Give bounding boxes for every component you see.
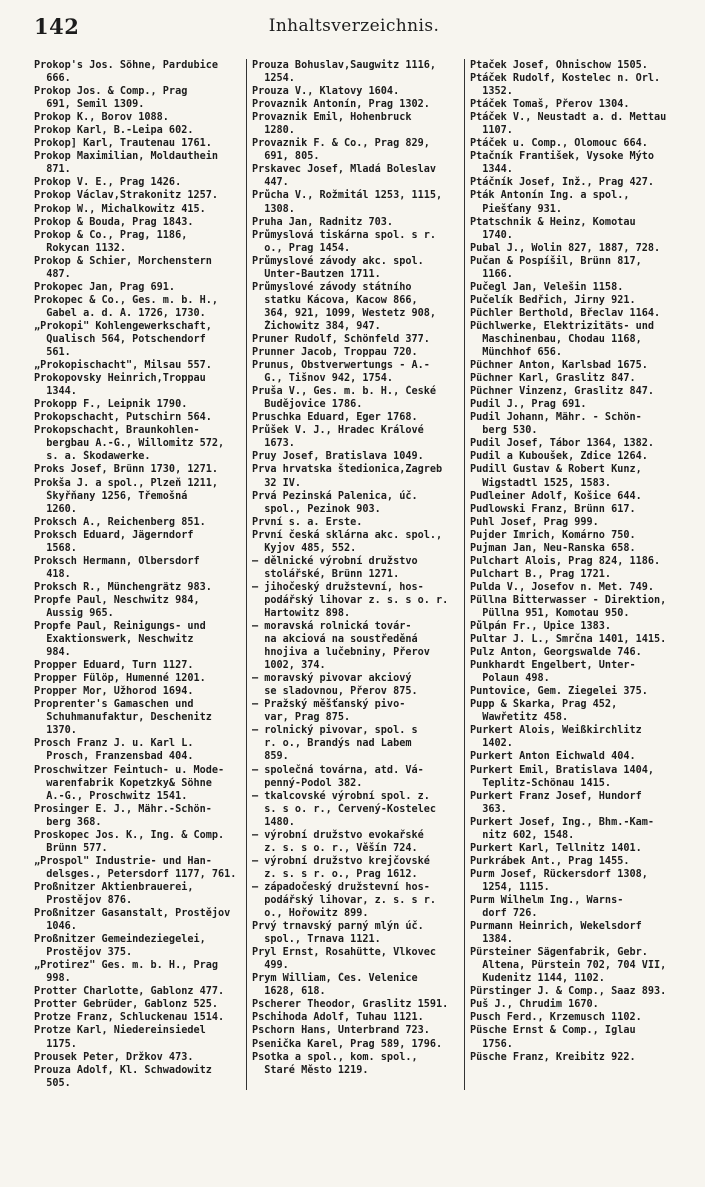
index-entry-line: Pruschka Eduard, Eger 1768. xyxy=(252,412,418,424)
index-entry-line: — západočeský družstevní hos- xyxy=(252,881,430,893)
index-entry-line: Kyjov 485, 552. xyxy=(252,542,357,554)
index-entry-line: Prokopp F., Leipnik 1790. xyxy=(34,399,188,411)
index-entry-line: „Protirez" Ges. m. b. H., Prag xyxy=(34,960,219,972)
index-entry-line: statku Kácova, Kacow 866, xyxy=(252,294,418,306)
index-entry-line: Prokop Jos. & Comp., Prag xyxy=(34,86,188,98)
index-entry-line: Prokša J. a spol., Plzeň 1211, xyxy=(34,477,219,489)
index-entry-line: Gabel a. d. A. 1726, 1730. xyxy=(34,307,206,319)
index-entry-line: 1254, 1115. xyxy=(470,881,550,893)
index-entry-line: Purkert Franz Josef, Hundorf xyxy=(470,790,642,802)
index-entry-line: 499. xyxy=(252,960,289,972)
index-entry-line: 1166. xyxy=(470,268,513,280)
index-entry-line: Pulchart B., Prag 1721. xyxy=(470,568,612,580)
page-number: 142 xyxy=(34,14,80,39)
index-entry-line: 1107. xyxy=(470,125,513,137)
index-entry-line: Pulchart Alois, Prag 824, 1186. xyxy=(470,555,661,567)
index-entry-line: Prokop K., Borov 1088. xyxy=(34,112,169,124)
index-entry-line: Průmyslová tiskárna spol. s r. xyxy=(252,229,437,241)
index-entry-line: 487. xyxy=(34,268,71,280)
index-entry-line: 984. xyxy=(34,647,71,659)
index-entry-line: První s. a. Erste. xyxy=(252,516,363,528)
index-entry-line: „Prokopischacht", Milsau 557. xyxy=(34,360,212,372)
index-entry-line: Ptáček Tomaš, Přerov 1304. xyxy=(470,99,630,111)
index-entry-line: Pudil a Kuboušek, Zdice 1264. xyxy=(470,451,648,463)
index-entry-line: Prokop] Karl, Trautenau 1761. xyxy=(34,138,212,150)
index-entry-line: Pürstinger J. & Comp., Saaz 893. xyxy=(470,986,667,998)
index-entry-line: Prostějov 876. xyxy=(34,895,133,906)
index-columns xyxy=(34,59,686,1090)
index-entry-line: Maschinenbau, Chodau 1168, xyxy=(470,333,642,345)
index-entry-line: Püllna 951, Komotau 950. xyxy=(470,607,630,619)
index-entry-line: Teplitz-Schönau 1415. xyxy=(470,777,612,789)
index-entry-line: Prokop Václav,Strakonitz 1257. xyxy=(34,190,219,202)
index-entry-line: Prosch Franz J. u. Karl L. xyxy=(34,738,194,750)
index-entry-line: 363. xyxy=(470,803,507,815)
index-entry-line: 1175. xyxy=(34,1038,77,1050)
index-entry-line: Proßnitzer Gemeindeziegelei, xyxy=(34,934,206,946)
index-entry-line: Prosinger E. J., Mähr.-Schön- xyxy=(34,803,212,815)
index-entry-line: Punkhardt Engelbert, Unter- xyxy=(470,660,636,672)
index-entry-line: Pürsteiner Sägenfabrik, Gebr. xyxy=(470,947,648,959)
index-entry-line: — společná továrna, atd. Vá- xyxy=(252,764,424,776)
index-entry-line: Proschwitzer Feintuch- u. Mode- xyxy=(34,764,225,776)
index-entry-line: Exaktionswerk, Neschwitz xyxy=(34,634,194,646)
index-entry-line: stolářské, Brünn 1271. xyxy=(252,568,400,580)
index-entry-line: Prouza V., Klatovy 1604. xyxy=(252,86,400,98)
index-entry-line: Protter Charlotte, Gablonz 477. xyxy=(34,986,225,998)
index-entry-line: 691, Semil 1309. xyxy=(34,99,145,111)
index-entry-line: Prosch, Franzensbad 404. xyxy=(34,751,194,763)
index-entry-line: 1756. xyxy=(470,1038,513,1050)
index-entry-line: Prousek Peter, Držkov 473. xyxy=(34,1051,194,1063)
index-entry-line: podářský lihovar, z. s. s r. xyxy=(252,895,437,906)
index-entry-line: Prskavec Josef, Mladá Boleslav xyxy=(252,164,437,176)
index-entry-line: Staré Město 1219. xyxy=(252,1064,369,1076)
index-entry-line: Püchner Vinzenz, Graslitz 847. xyxy=(470,386,655,398)
index-entry-line: 691, 805. xyxy=(252,151,320,163)
index-entry-line: Pschorn Hans, Unterbrand 723. xyxy=(252,1025,430,1037)
index-entry-line: Rokycan 1132. xyxy=(34,242,127,254)
index-entry-line: Pryl Ernst, Rosahütte, Vlkovec xyxy=(252,947,437,959)
index-entry-line: Propfe Paul, Reinigungs- und xyxy=(34,621,206,633)
index-entry-line: Prokopschacht, Braunkohlen- xyxy=(34,425,200,437)
index-entry-line: warenfabrik Kopetzky& Söhne xyxy=(34,777,212,789)
index-entry-line: Prostějov 375. xyxy=(34,947,133,959)
index-entry-line: Prokopovsky Heinrich,Troppau xyxy=(34,373,206,385)
index-entry-line: s. a. Škodawerke. xyxy=(34,451,151,463)
index-entry-line: o., Prag 1454. xyxy=(252,242,351,254)
index-entry-line: 998. xyxy=(34,973,71,985)
index-entry-line: Provaznik Antonín, Prag 1302. xyxy=(252,99,430,111)
index-entry-line: 1280. xyxy=(252,125,295,137)
index-entry-line: „Prokopi" Kohlengewerkschaft, xyxy=(34,320,212,332)
index-entry-line: Proskopec Jos. K., Ing. & Comp. xyxy=(34,829,225,841)
index-entry-line: 505. xyxy=(34,1077,71,1089)
index-entry-line: Ptáček u. Comp., Olomouc 664. xyxy=(470,138,648,150)
index-entry-line: 1370. xyxy=(34,725,77,737)
index-entry-line: Pučan & Pospíšil, Brünn 817, xyxy=(470,255,642,267)
index-entry-line: Prokop & Co., Prag, 1186, xyxy=(34,229,188,241)
index-entry-line: Pruy Josef, Bratislava 1049. xyxy=(252,451,424,463)
index-entry-line: Prokop Maximilian, Moldauthein xyxy=(34,151,219,163)
index-entry-line: Průšek V. J., Hradec Králové xyxy=(252,425,424,437)
index-entry-line: Pruša V., Ges. m. b. H., České xyxy=(252,386,437,398)
index-entry-line: Proksch A., Reichenberg 851. xyxy=(34,516,206,528)
index-entry-line: Pták Antonín Ing. a spol., xyxy=(470,190,630,202)
index-entry-line: Püchner Anton, Karlsbad 1675. xyxy=(470,360,648,372)
index-entry-line: Ptáčník Josef, Inž., Prag 427. xyxy=(470,177,655,189)
index-entry-line: Ptaček Josef, Ohnischow 1505. xyxy=(470,60,648,71)
index-entry-line: Pschihoda Adolf, Tuhau 1121. xyxy=(252,1012,424,1024)
index-entry-line: Pultar J. L., Smrčna 1401, 1415. xyxy=(470,634,667,646)
index-entry-line: Prunus, Obstverwertungs - A.- xyxy=(252,360,430,372)
index-entry-line: Purm Wilhelm Ing., Warns- xyxy=(470,895,624,906)
index-entry-line: A.-G., Proschwitz 1541. xyxy=(34,790,188,802)
index-entry-line: podářský lihovar z. s. s o. r. xyxy=(252,594,449,606)
index-entry-line: 1002, 374. xyxy=(252,660,326,672)
index-entry-line: Pulda V., Josefov n. Met. 749. xyxy=(470,581,655,593)
index-entry-line: — rolnický pivovar, spol. s xyxy=(252,725,418,737)
index-entry-line: Prunner Jacob, Troppau 720. xyxy=(252,347,418,359)
index-entry-line: Prouza Bohuslav,Saugwitz 1116, xyxy=(252,60,437,71)
index-entry-line: G., Tišnov 942, 1754. xyxy=(252,373,394,385)
index-entry-line: berg 368. xyxy=(34,816,102,828)
index-entry-line: Purkert Karl, Tellnitz 1401. xyxy=(470,842,642,854)
index-entry-line: Brünn 577. xyxy=(34,842,108,854)
index-entry-line: o., Hořowitz 899. xyxy=(252,908,369,920)
index-entry-line: Pučelík Bedřich, Jirny 921. xyxy=(470,294,636,306)
index-entry-line: Püchlwerke, Elektrizitäts- und xyxy=(470,320,655,332)
index-entry-line: 1344. xyxy=(34,386,77,398)
index-entry-line: Piešťany 931. xyxy=(470,203,563,215)
index-entry-line: Žichowitz 384, 947. xyxy=(252,320,381,332)
index-entry-line: Purkert Anton Eichwald 404. xyxy=(470,751,636,763)
index-entry-line: Pulz Anton, Georgswalde 746. xyxy=(470,647,642,659)
index-entry-line: Protze Karl, Niedereinsiedel xyxy=(34,1025,206,1037)
index-entry-line: se sladovnou, Přerov 875. xyxy=(252,686,418,698)
index-entry-line: Purkrábek Ant., Prag 1455. xyxy=(470,855,630,867)
index-entry-line: Wawřetitz 458. xyxy=(470,712,569,724)
index-entry-line: — tkalcovské výrobní spol. z. xyxy=(252,790,430,802)
index-entry-line: Pujder Imrich, Komárno 750. xyxy=(470,529,636,541)
index-entry-line: — Pražský měšťanský pivo- xyxy=(252,699,406,711)
index-entry-line: Puš J., Chrudim 1670. xyxy=(470,999,599,1011)
index-entry-line: Psenička Karel, Prag 589, 1796. xyxy=(252,1038,443,1050)
index-entry-line: Pscherer Theodor, Graslitz 1591. xyxy=(252,999,449,1011)
index-entry-line: hnojiva a lučebniny, Přerov xyxy=(252,647,430,659)
index-entry-line: Puntovice, Gem. Ziegelei 375. xyxy=(470,686,648,698)
index-entry-line: Průcha V., Rožmitál 1253, 1115, xyxy=(252,190,443,202)
index-entry-line: Proksch Eduard, Jägerndorf xyxy=(34,529,194,541)
index-entry-line: Pupp & Škarka, Prag 452, xyxy=(470,699,618,711)
index-entry-line: Ptáček Rudolf, Kostelec n. Orl. xyxy=(470,73,661,85)
index-entry-line: var, Prag 875. xyxy=(252,712,351,724)
index-entry-line: Püsche Ernst & Comp., Iglau xyxy=(470,1025,636,1037)
page-header xyxy=(34,14,674,44)
index-entry-line: Ptatschnik & Heinz, Komotau xyxy=(470,216,636,228)
index-entry-line: Prokop & Schier, Morchenstern xyxy=(34,255,212,267)
index-entry-line: — výrobní družstvo evokařské xyxy=(252,829,424,841)
index-entry-line: Pusch Ferd., Krzemusch 1102. xyxy=(470,1012,642,1024)
index-entry-line: Prvý trnavský parný mlýn úč. xyxy=(252,921,424,933)
index-entry-line: delsges., Petersdorf 1177, 761. xyxy=(34,868,237,880)
index-entry-line: 1344. xyxy=(470,164,513,176)
index-entry-line: Qualisch 564, Potschendorf xyxy=(34,333,206,345)
index-entry-line: Propper Fülöp, Humenné 1201. xyxy=(34,673,206,685)
index-entry-line: 1402. xyxy=(470,738,513,750)
index-entry-line: Protze Franz, Schluckenau 1514. xyxy=(34,1012,225,1024)
index-entry-line: Püsche Franz, Kreibitz 922. xyxy=(470,1051,636,1063)
index-entry-line: Purmann Heinrich, Wekelsdorf xyxy=(470,921,642,933)
index-entry-line: z. s. s o. r., Věšín 724. xyxy=(252,842,418,854)
index-entry-line: Prva hrvatska štedionica,Zagreb xyxy=(252,464,443,476)
index-column-1 xyxy=(34,59,246,1090)
index-entry-line: Psotka a spol., kom. spol., xyxy=(252,1051,418,1063)
index-entry-line: na akciová na soustředěná xyxy=(252,634,418,646)
index-entry-line: Pujman Jan, Neu-Ranska 658. xyxy=(470,542,636,554)
index-entry-line: Pubal J., Wolin 827, 1887, 728. xyxy=(470,242,661,254)
index-entry-line: 1480. xyxy=(252,816,295,828)
index-entry-line: 1384. xyxy=(470,934,513,946)
index-entry-line: 364, 921, 1099, Westetz 908, xyxy=(252,307,437,319)
index-entry-line: Pudleiner Adolf, Košice 644. xyxy=(470,490,642,502)
index-entry-line: 1740. xyxy=(470,229,513,241)
index-entry-line: Prokopec & Co., Ges. m. b. H., xyxy=(34,294,219,306)
index-entry-line: Proks Josef, Brünn 1730, 1271. xyxy=(34,464,219,476)
index-entry-line: Průmyslové závody akc. spol. xyxy=(252,255,424,267)
index-entry-line: Prokop V. E., Prag 1426. xyxy=(34,177,182,189)
index-entry-line: Pruner Rudolf, Schönfeld 377. xyxy=(252,333,430,345)
index-entry-line: Ptáček V., Neustadt a. d. Mettau xyxy=(470,112,667,124)
index-entry-line: Proksch R., Münchengrätz 983. xyxy=(34,581,212,593)
index-entry-line: spol., Pezinok 903. xyxy=(252,503,381,515)
index-entry-line: Prouza Adolf, Kl. Schwadowitz xyxy=(34,1064,212,1076)
index-entry-line: Protter Gebrüder, Gablonz 525. xyxy=(34,999,219,1011)
index-entry-line: Purkert Emil, Bratislava 1404, xyxy=(470,764,655,776)
index-column-2 xyxy=(246,59,464,1090)
index-entry-line: Schuhmanufaktur, Deschenitz xyxy=(34,712,212,724)
index-entry-line: bergbau A.-G., Willomitz 572, xyxy=(34,438,225,450)
index-entry-line: spol., Trnava 1121. xyxy=(252,934,381,946)
index-entry-line: Pudil J., Prag 691. xyxy=(470,399,587,411)
index-entry-line: — moravská rolnická továr- xyxy=(252,621,412,633)
index-entry-line: r. o., Brandýs nad Labem xyxy=(252,738,412,750)
index-entry-line: Purkert Josef, Ing., Bhm.-Kam- xyxy=(470,816,655,828)
index-entry-line: Prokopschacht, Putschirn 564. xyxy=(34,412,212,424)
index-entry-line: — moravský pivovar akciový xyxy=(252,673,412,685)
index-entry-line: 871. xyxy=(34,164,71,176)
index-entry-line: Prokop Karl, B.-Leipa 602. xyxy=(34,125,194,137)
index-entry-line: berg 530. xyxy=(470,425,538,437)
index-entry-line: Pudlowski Franz, Brünn 617. xyxy=(470,503,636,515)
index-entry-line: Püchler Berthold, Břeclav 1164. xyxy=(470,307,661,319)
index-entry-line: Ptačník František, Vysoke Mýto xyxy=(470,151,655,163)
index-entry-line: — výrobní družstvo krejčovské xyxy=(252,855,430,867)
index-entry-line: Provaznik Emil, Hohenbruck xyxy=(252,112,412,124)
index-entry-line: Kudenitz 1144, 1102. xyxy=(470,973,605,985)
index-entry-line: Proßnitzer Aktienbrauerei, xyxy=(34,881,194,893)
index-column-3 xyxy=(464,59,686,1090)
index-entry-line: dorf 726. xyxy=(470,908,538,920)
index-entry-line: Škyřňany 1256, Třemošná xyxy=(34,490,188,502)
index-entry-line: Průmyslové závody státního xyxy=(252,281,412,293)
index-entry-line: Prvá Pezinská Palenica, úč. xyxy=(252,490,418,502)
index-entry-line: 1628, 618. xyxy=(252,986,326,998)
index-entry-line: Proßnitzer Gasanstalt, Prostějov xyxy=(34,908,231,920)
index-entry-line: s. s o. r., Červený-Kostelec xyxy=(252,803,437,815)
index-entry-line: Puhl Josef, Prag 999. xyxy=(470,516,599,528)
index-entry-line: 418. xyxy=(34,568,71,580)
index-entry-line: 32 IV. xyxy=(252,477,302,489)
index-entry-line: První česká sklárna akc. spol., xyxy=(252,529,443,541)
index-entry-line: Hartowitz 898. xyxy=(252,607,351,619)
index-entry-line: 1308. xyxy=(252,203,295,215)
index-entry-line: Püchner Karl, Graslitz 847. xyxy=(470,373,636,385)
index-entry-line: Altena, Pürstein 702, 704 VII, xyxy=(470,960,667,972)
index-entry-line: Prokop & Bouda, Prag 1843. xyxy=(34,216,194,228)
index-entry-line: Propfe Paul, Neschwitz 984, xyxy=(34,594,200,606)
index-entry-line: Propper Mor, Užhorod 1694. xyxy=(34,686,194,698)
index-entry-line: Münchhof 656. xyxy=(470,347,563,359)
index-entry-line: 1046. xyxy=(34,921,77,933)
index-entry-line: Propper Eduard, Turn 1127. xyxy=(34,660,194,672)
index-entry-line: penný-Podol 382. xyxy=(252,777,363,789)
index-entry-line: Prokop W., Michalkowitz 415. xyxy=(34,203,206,215)
index-entry-line: „Prospol" Industrie- und Han- xyxy=(34,855,212,867)
index-entry-line: nitz 602, 1548. xyxy=(470,829,575,841)
index-entry-line: 1568. xyxy=(34,542,77,554)
index-entry-line: Polaun 498. xyxy=(470,673,550,685)
index-entry-line: 1352. xyxy=(470,86,513,98)
index-entry-line: Půlpán Fr., Úpice 1383. xyxy=(470,621,612,633)
index-entry-line: 561. xyxy=(34,347,71,359)
index-entry-line: Purkert Alois, Weißkirchlitz xyxy=(470,725,642,737)
index-entry-line: 1254. xyxy=(252,73,295,85)
index-entry-line: 666. xyxy=(34,73,71,85)
index-entry-line: 1673. xyxy=(252,438,295,450)
index-entry-line: 859. xyxy=(252,751,289,763)
index-entry-line: Prym William, Čes. Velenice xyxy=(252,973,418,985)
index-entry-line: Pudill Gustav & Robert Kunz, xyxy=(470,464,642,476)
index-entry-line: — dělnické výrobní družstvo xyxy=(252,555,418,567)
running-title: Inhaltsverzeichnis. xyxy=(268,16,440,36)
index-entry-line: 1260. xyxy=(34,503,77,515)
index-entry-line: Pruha Jan, Radnitz 703. xyxy=(252,216,394,228)
index-entry-line: Proprenter's Gamaschen und xyxy=(34,699,194,711)
index-entry-line: Proksch Hermann, Olbersdorf xyxy=(34,555,200,567)
index-entry-line: — jihočeský družstevní, hos- xyxy=(252,581,424,593)
index-entry-line: Wigstadtl 1525, 1583. xyxy=(470,477,612,489)
index-entry-line: Budějovice 1786. xyxy=(252,399,363,411)
index-entry-line: Pudil Josef, Tábor 1364, 1382. xyxy=(470,438,655,450)
index-entry-line: Aussig 965. xyxy=(34,607,114,619)
index-entry-line: Prokopec Jan, Prag 691. xyxy=(34,281,176,293)
index-entry-line: 447. xyxy=(252,177,289,189)
index-entry-line: Pučegl Jan, Velešin 1158. xyxy=(470,281,624,293)
index-entry-line: Provaznik F. & Co., Prag 829, xyxy=(252,138,430,150)
index-entry-line: Püllna Bitterwasser - Direktion, xyxy=(470,594,667,606)
index-entry-line: Pudil Johann, Mähr. - Schön- xyxy=(470,412,642,424)
index-entry-line: z. s. s r. o., Prag 1612. xyxy=(252,868,418,880)
index-entry-line: Purm Josef, Rückersdorf 1308, xyxy=(470,868,648,880)
index-entry-line: Prokop's Jos. Söhne, Pardubice xyxy=(34,60,219,71)
index-entry-line: Unter-Bautzen 1711. xyxy=(252,268,381,280)
